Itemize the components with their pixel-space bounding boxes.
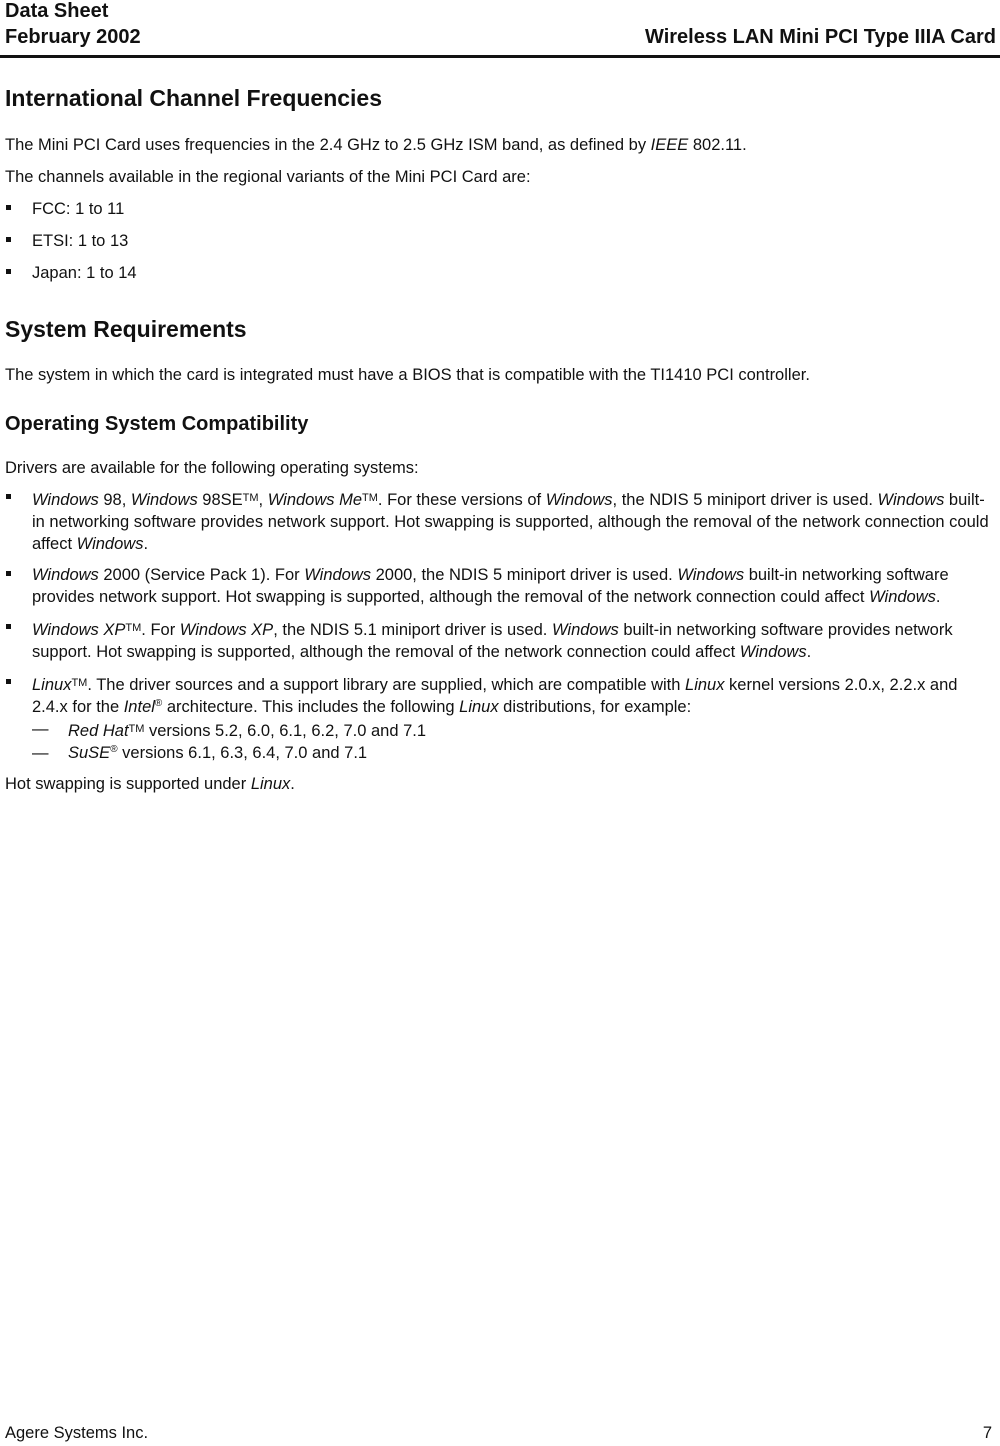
os-intro: Drivers are available for the following operating systems:	[5, 459, 419, 477]
freq-paragraph-1: The Mini PCI Card uses frequencies in the 2.4 GHz to 2.5 GHz ISM band, as defined by IEEE 802.11.	[5, 136, 747, 154]
freq-paragraph-2: The channels available in the regional variants of the Mini PCI Card are:	[5, 168, 531, 186]
list-item-suse: — SuSE® versions 6.1, 6.3, 6.4, 7.0 and 7.1	[32, 744, 368, 762]
section-title-frequencies: International Channel Frequencies	[5, 85, 383, 111]
dash-icon: —	[32, 720, 49, 738]
sysreq-paragraph: The system in which the card is integrated must have a BIOS that is compatible with the TI1410 PCI controller.	[5, 366, 810, 384]
product-name: Wireless LAN Mini PCI Type IIIA Card	[645, 26, 996, 48]
page-content	[5, 83, 995, 795]
list-item-linux: Linux™. The driver sources and a support library are supplied, which are compatible with Linux kernel versions 2.0.x, 2.2.x and 2.4.x for the Intel® architecture. This includes the following Linux distributions, for example: — Red Hat™ versions 5.2, 6.0, 6.1, 6.2, 7.0 and 7.1 — SuSE® versions 6.1, 6.3, 6.4, 7.0 and 7.1	[5, 672, 995, 764]
footer-company: Agere Systems Inc.	[5, 1424, 149, 1442]
running-header-left	[5, 0, 141, 50]
os-outro: Hot swapping is supported under Linux.	[5, 775, 295, 793]
bullet-icon	[6, 205, 11, 210]
list-item-redhat: — Red Hat™ versions 5.2, 6.0, 6.1, 6.2, 7.0 and 7.1	[32, 720, 427, 740]
page-number: 7	[982, 1424, 992, 1442]
bullet-icon	[6, 494, 11, 499]
doc-type: Data Sheet	[5, 0, 109, 22]
standard-ref: IEEE	[650, 136, 689, 154]
bullet-icon	[6, 237, 11, 242]
linux-distro-list	[32, 718, 995, 764]
header-rule	[0, 55, 1000, 58]
os-list	[5, 487, 995, 764]
doc-date: February 2002	[5, 26, 141, 48]
subsection-title-os: Operating System Compatibility	[5, 413, 309, 435]
list-item-windows-xp: Windows XP™. For Windows XP, the NDIS 5.1 miniport driver is used. Windows built-in networking software provides network support. Hot swapping is supported, although the removal of the network connection could affect Windows.	[5, 617, 995, 663]
list-item-windows-98: Windows 98, Windows 98SE™, Windows Me™. For these versions of Windows, the NDIS 5 miniport driver is used. Windows built-in networking software provides network support. Hot swapping is supported, although the removal of the network connection could affect Windows.	[5, 487, 995, 555]
channel-list	[5, 198, 995, 284]
bullet-icon	[6, 571, 11, 576]
list-item-windows-2000: Windows 2000 (Service Pack 1). For Windows 2000, the NDIS 5 miniport driver is used. Windows built-in networking software provides network support. Hot swapping is supported, although the removal of the network connection could affect Windows.	[5, 564, 995, 608]
bullet-icon	[6, 679, 11, 684]
list-item: FCC: 1 to 11	[5, 198, 995, 220]
bullet-icon	[6, 269, 11, 274]
list-item: Japan: 1 to 14	[5, 262, 995, 284]
bullet-icon	[6, 624, 11, 629]
list-item: ETSI: 1 to 13	[5, 230, 995, 252]
dash-icon: —	[32, 744, 49, 762]
section-title-system-requirements: System Requirements	[5, 316, 247, 342]
